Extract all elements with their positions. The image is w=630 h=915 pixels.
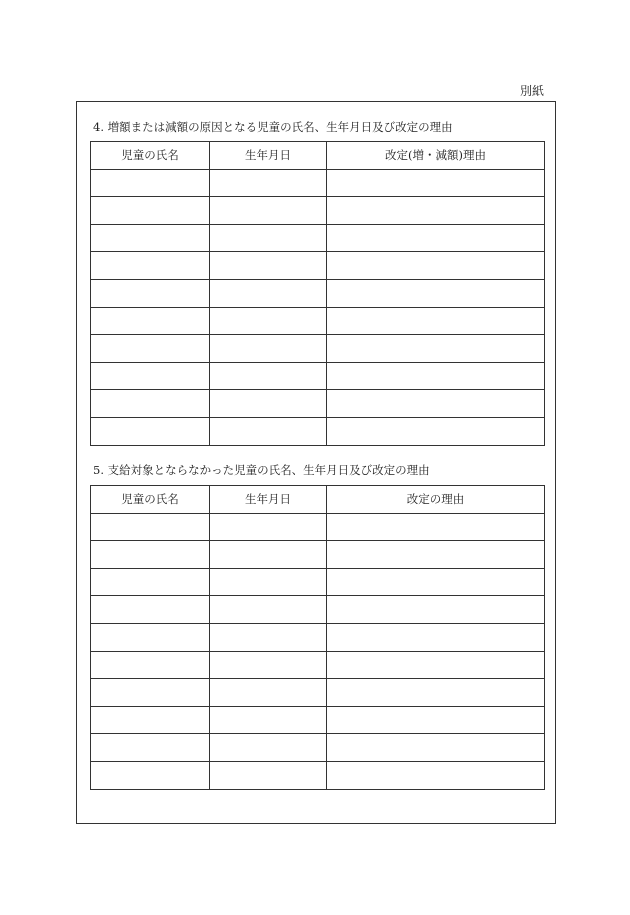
birth-date-cell[interactable] xyxy=(210,169,327,197)
birth-date-cell[interactable] xyxy=(210,679,327,707)
child-name-cell[interactable] xyxy=(91,197,210,225)
table-row xyxy=(91,596,545,624)
birth-date-header: 生年月日 xyxy=(210,486,327,514)
table-row xyxy=(91,335,545,363)
child-name-cell[interactable] xyxy=(91,307,210,335)
birth-date-cell[interactable] xyxy=(210,335,327,363)
birth-date-cell[interactable] xyxy=(210,252,327,280)
child-name-cell[interactable] xyxy=(91,541,210,569)
child-name-cell[interactable] xyxy=(91,761,210,789)
child-name-cell[interactable] xyxy=(91,513,210,541)
child-name-cell[interactable] xyxy=(91,362,210,390)
attachment-label: 別紙 xyxy=(519,84,544,98)
child-name-cell[interactable] xyxy=(91,623,210,651)
reason-cell[interactable] xyxy=(327,224,545,252)
reason-cell[interactable] xyxy=(327,679,545,707)
table-row xyxy=(91,568,545,596)
child-name-cell[interactable] xyxy=(91,679,210,707)
revision-reason-header: 改定(増・減額)理由 xyxy=(327,142,545,170)
table-row xyxy=(91,734,545,762)
table-row xyxy=(91,279,545,307)
section-5-table xyxy=(90,485,545,790)
child-name-cell[interactable] xyxy=(91,335,210,363)
child-name-header: 児童の氏名 xyxy=(91,142,210,170)
birth-date-header: 生年月日 xyxy=(210,142,327,170)
child-name-cell[interactable] xyxy=(91,224,210,252)
table-row xyxy=(91,197,545,225)
reason-cell[interactable] xyxy=(327,362,545,390)
reason-cell[interactable] xyxy=(327,279,545,307)
child-name-cell[interactable] xyxy=(91,596,210,624)
table-row xyxy=(91,169,545,197)
reason-cell[interactable] xyxy=(327,335,545,363)
table-row xyxy=(91,761,545,789)
section-5-title: 5. 支給対象とならなかった児童の氏名、生年月日及び改定の理由 xyxy=(93,463,430,477)
reason-cell[interactable] xyxy=(327,706,545,734)
table-row xyxy=(91,307,545,335)
child-name-cell[interactable] xyxy=(91,390,210,418)
table-row xyxy=(91,679,545,707)
table-row xyxy=(91,390,545,418)
reason-cell[interactable] xyxy=(327,568,545,596)
table-header-row xyxy=(91,142,545,170)
birth-date-cell[interactable] xyxy=(210,197,327,225)
child-name-header: 児童の氏名 xyxy=(91,486,210,514)
revision-reason-header: 改定の理由 xyxy=(327,486,545,514)
table-row xyxy=(91,541,545,569)
section-4-title: 4. 増額または減額の原因となる児童の氏名、生年月日及び改定の理由 xyxy=(93,120,453,134)
birth-date-cell[interactable] xyxy=(210,623,327,651)
reason-cell[interactable] xyxy=(327,169,545,197)
reason-cell[interactable] xyxy=(327,623,545,651)
birth-date-cell[interactable] xyxy=(210,224,327,252)
birth-date-cell[interactable] xyxy=(210,362,327,390)
section-4-table xyxy=(90,141,545,446)
reason-cell[interactable] xyxy=(327,734,545,762)
table-row xyxy=(91,706,545,734)
birth-date-cell[interactable] xyxy=(210,390,327,418)
reason-cell[interactable] xyxy=(327,252,545,280)
child-name-cell[interactable] xyxy=(91,734,210,762)
child-name-cell[interactable] xyxy=(91,568,210,596)
birth-date-cell[interactable] xyxy=(210,706,327,734)
child-name-cell[interactable] xyxy=(91,279,210,307)
reason-cell[interactable] xyxy=(327,390,545,418)
birth-date-cell[interactable] xyxy=(210,541,327,569)
table-row xyxy=(91,362,545,390)
reason-cell[interactable] xyxy=(327,761,545,789)
reason-cell[interactable] xyxy=(327,596,545,624)
reason-cell[interactable] xyxy=(327,541,545,569)
reason-cell[interactable] xyxy=(327,197,545,225)
table-row xyxy=(91,224,545,252)
birth-date-cell[interactable] xyxy=(210,568,327,596)
reason-cell[interactable] xyxy=(327,513,545,541)
birth-date-cell[interactable] xyxy=(210,307,327,335)
child-name-cell[interactable] xyxy=(91,169,210,197)
reason-cell[interactable] xyxy=(327,307,545,335)
child-name-cell[interactable] xyxy=(91,651,210,679)
birth-date-cell[interactable] xyxy=(210,417,327,445)
table-row xyxy=(91,252,545,280)
birth-date-cell[interactable] xyxy=(210,513,327,541)
table-row xyxy=(91,513,545,541)
birth-date-cell[interactable] xyxy=(210,651,327,679)
reason-cell[interactable] xyxy=(327,417,545,445)
table-row xyxy=(91,651,545,679)
table-row xyxy=(91,623,545,651)
birth-date-cell[interactable] xyxy=(210,279,327,307)
table-header-row xyxy=(91,486,545,514)
child-name-cell[interactable] xyxy=(91,706,210,734)
child-name-cell[interactable] xyxy=(91,252,210,280)
birth-date-cell[interactable] xyxy=(210,761,327,789)
child-name-cell[interactable] xyxy=(91,417,210,445)
reason-cell[interactable] xyxy=(327,651,545,679)
birth-date-cell[interactable] xyxy=(210,596,327,624)
table-row xyxy=(91,417,545,445)
birth-date-cell[interactable] xyxy=(210,734,327,762)
